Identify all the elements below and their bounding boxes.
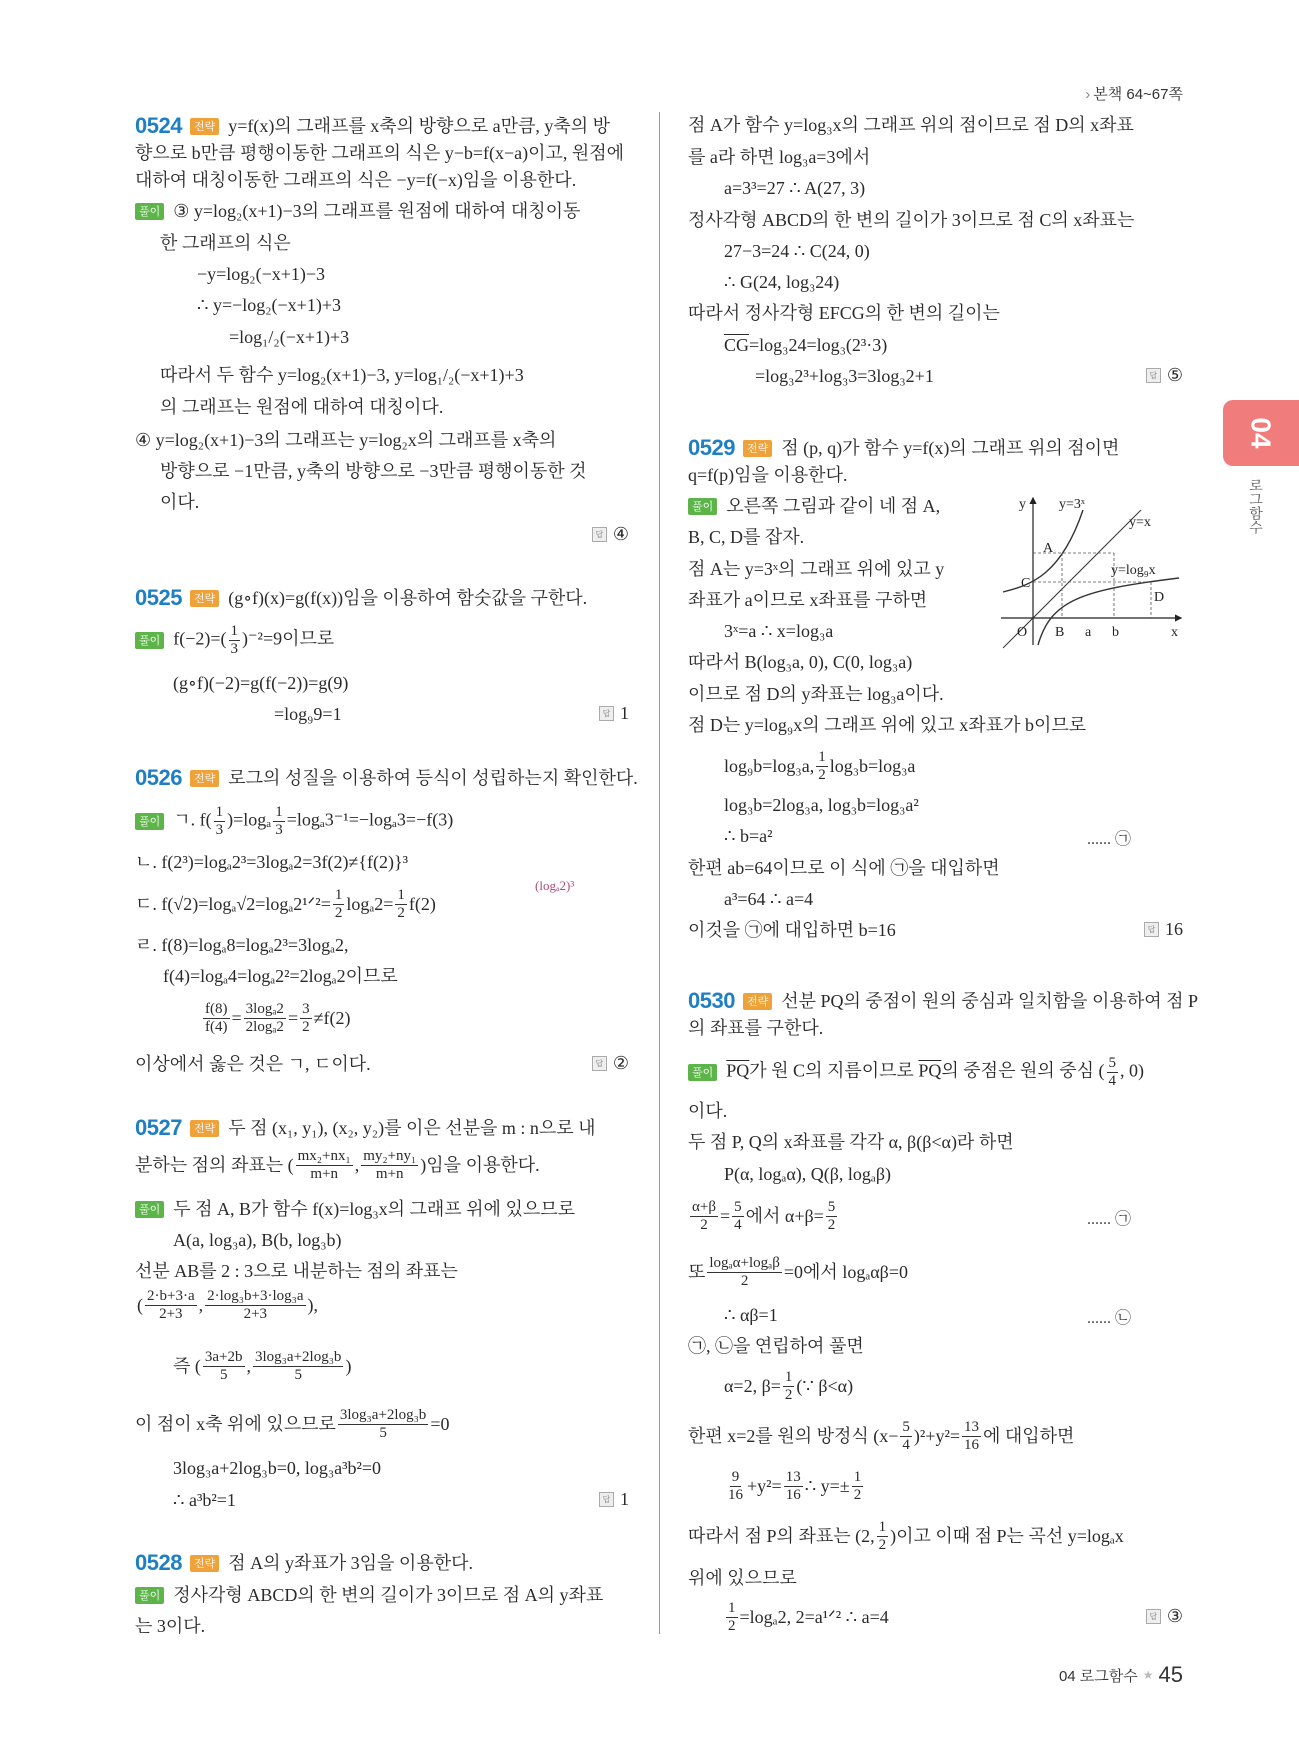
line-content: 선분 PQ의 중점이 원의 중심과 일치함을 이용하여 점 P <box>781 991 1198 1011</box>
fraction <box>205 1288 305 1323</box>
answer <box>592 1053 629 1074</box>
math-text: , 0) <box>1120 1060 1145 1081</box>
math-line <box>724 1599 889 1634</box>
problem-number: 0527 <box>135 1115 182 1140</box>
math-text: f(−2)=( <box>173 628 227 649</box>
answer-value: ② <box>612 1053 629 1073</box>
text-line: 정사각형 ABCD의 한 변의 길이가 3이므로 점 C의 x좌표는 <box>688 210 1135 230</box>
fraction <box>877 1519 889 1554</box>
math-text: , <box>198 1295 204 1315</box>
math-line <box>135 886 436 921</box>
fraction-numerator: 1 <box>878 1518 887 1535</box>
line-content: 두 점 (x₁, y₁), (x₂, y₂)를 이은 선분을 m : n으로 내 <box>228 1118 596 1138</box>
math-text: +y²= <box>747 1476 782 1496</box>
graph-label-b: b <box>1112 625 1119 640</box>
fraction-denominator: 16 <box>728 1486 743 1503</box>
text-line: 의 좌표를 구한다. <box>688 1018 824 1038</box>
math-text: log₃b=log₃a <box>829 756 916 776</box>
fraction-numerator: α+β <box>692 1198 716 1215</box>
chapter-tab-label: 로그함수 <box>1247 478 1263 534</box>
graph-label-y: y <box>1019 497 1026 512</box>
problem-number: 0528 <box>135 1550 182 1575</box>
fraction-numerator: 13 <box>785 1468 801 1485</box>
fraction-denominator: 2+3 <box>243 1305 268 1322</box>
problem-number: 0524 <box>135 113 182 138</box>
line-content: ③ y=log₂(x+1)−3의 그래프를 원점에 대하여 대칭이동 <box>173 201 581 221</box>
text-line: 점 A는 y=3ˣ의 그래프 위에 있고 y <box>688 559 945 579</box>
answer-mark-icon: 답 <box>592 1056 607 1071</box>
fraction <box>214 804 226 839</box>
equation-marker: ...... ㉡ <box>1087 1310 1132 1327</box>
math-text: 에 대입하면 <box>983 1426 1075 1446</box>
answer-value: ④ <box>612 524 629 544</box>
math-line <box>724 1368 854 1403</box>
strategy-badge: 전략 <box>190 770 219 787</box>
text-line: 따라서 두 함수 y=log₂(x+1)−3, y=log₁/₂(−x+1)+3 <box>160 365 524 385</box>
problem-0524-strategy <box>135 112 610 140</box>
problem-0529-strategy <box>688 434 1119 462</box>
solution-badge: 풀이 <box>135 813 164 830</box>
fraction <box>361 1148 418 1183</box>
fraction-denominator: m+n <box>310 1165 338 1182</box>
fraction-denominator: 3 <box>275 821 283 838</box>
equation-marker: ...... ㉠ <box>1087 831 1132 848</box>
text-line: 이것을 ㉠에 대입하면 b=16 <box>688 920 896 940</box>
fraction <box>707 1255 782 1290</box>
graph-label-line: y=x <box>1129 515 1151 530</box>
text-line: 대하여 대칭이동한 그래프의 식은 −y=f(−x)임을 이용한다. <box>135 170 577 190</box>
math-text: ∴ y=± <box>804 1476 850 1496</box>
segment-notation: $\overline{PQ}$ <box>726 1060 750 1081</box>
solution-badge: 풀이 <box>135 1587 164 1604</box>
math-line: A(a, log₃a), B(b, log₃b) <box>173 1230 342 1250</box>
strategy-badge: 전략 <box>190 118 219 135</box>
math-text: = <box>287 1008 299 1028</box>
problem-0525-strategy <box>135 584 587 612</box>
fraction-numerator: 1 <box>853 1468 862 1485</box>
graph-label-x: x <box>1171 625 1178 640</box>
math-text: , <box>246 1356 252 1376</box>
fraction-denominator: m+n <box>375 1165 404 1182</box>
page-footer <box>1059 1662 1183 1688</box>
line-content: 정사각형 ABCD의 한 변의 길이가 3이므로 점 A의 y좌표 <box>173 1585 604 1605</box>
math-text: 에서 α+β= <box>745 1206 824 1226</box>
answer-value: ③ <box>1166 1606 1183 1626</box>
fraction-numerator: 1 <box>230 622 239 639</box>
math-text: )⁻²=9이므로 <box>242 628 335 649</box>
math-line <box>724 748 916 783</box>
math-text: 또 <box>688 1262 706 1282</box>
answer <box>1146 1606 1183 1627</box>
page-number: 45 <box>1158 1662 1183 1687</box>
text-line: 한편 ab=64이므로 이 식에 ㉠을 대입하면 <box>688 858 1000 878</box>
math-text: =logₐ2, 2=a¹ᐟ² ∴ a=4 <box>739 1607 889 1627</box>
math-text: 의 중점은 원의 중심 ( <box>941 1060 1105 1081</box>
math-line: =log₃2³+log₃3=3log₃2+1 <box>755 366 934 386</box>
line-content: 오른쪽 그림과 같이 네 점 A, <box>726 496 941 516</box>
fraction <box>338 1407 428 1442</box>
segment-notation: $\overline{PQ}$ <box>918 1060 942 1081</box>
line-content <box>173 804 453 839</box>
text-line: 를 a라 하면 log₃a=3에서 <box>688 147 871 167</box>
strategy-badge: 전략 <box>190 1120 219 1137</box>
star-icon: ★ <box>1142 1668 1154 1682</box>
text-line: 한 그래프의 식은 <box>160 233 291 253</box>
solution-line <box>135 803 454 838</box>
fraction <box>826 1199 838 1234</box>
math-line: ∴ a³b²=1 <box>173 1490 236 1510</box>
problem-number: 0525 <box>135 585 182 610</box>
line-content <box>173 623 334 658</box>
fraction <box>783 1369 795 1404</box>
math-line <box>201 1000 351 1035</box>
math-line: ∴ αβ=1 <box>724 1305 778 1325</box>
problem-0528-strategy <box>135 1549 473 1577</box>
fraction-denominator: 2 <box>818 766 826 783</box>
fraction <box>244 1001 286 1036</box>
fraction-denominator: 2 <box>827 1216 836 1233</box>
text-line <box>135 1147 540 1182</box>
fraction-numerator: 2·b+3·a <box>147 1287 195 1304</box>
text-line: 따라서 정사각형 EFCG의 한 변의 길이는 <box>688 303 1000 323</box>
math-line <box>688 1418 1075 1453</box>
fraction-numerator: 3 <box>302 1000 310 1017</box>
fraction-denominator: 5 <box>219 1366 228 1383</box>
graph-label-B: B <box>1055 625 1065 640</box>
arrow-icon: › <box>1085 86 1091 103</box>
math-line: a³=64 ∴ a=4 <box>724 889 814 909</box>
fraction <box>900 1419 912 1454</box>
fraction-numerator: 1 <box>818 748 826 765</box>
answer-mark-icon: 답 <box>599 1492 614 1507</box>
math-line: 27−3=24 ∴ C(24, 0) <box>724 241 870 261</box>
fraction <box>145 1288 197 1323</box>
fraction-denominator: 2 <box>302 1018 310 1035</box>
math-line <box>688 1518 1124 1553</box>
answer <box>599 703 629 724</box>
math-text: 분하는 점의 좌표는 ( <box>135 1155 294 1175</box>
chapter-tab[interactable] <box>1223 400 1299 466</box>
fraction-numerator: 13 <box>964 1418 979 1435</box>
fraction <box>852 1469 864 1504</box>
math-text: )=logₐ <box>227 809 272 830</box>
math-line: ∴ b=a² <box>724 826 773 846</box>
graph-figure <box>1001 490 1186 652</box>
text-line: 따라서 B(log₃a, 0), C(0, log₃a) <box>688 652 913 672</box>
segment-notation: $\overline{CG}$ <box>724 335 750 355</box>
fraction-denominator: 3 <box>230 640 239 657</box>
fraction <box>726 1600 738 1635</box>
problem-0527-strategy <box>135 1114 596 1142</box>
text-line: 위에 있으므로 <box>688 1568 797 1588</box>
footer-chapter: 04 로그함수 <box>1058 1667 1138 1685</box>
graph-label-C: C <box>1021 576 1031 591</box>
solution-badge: 풀이 <box>688 498 717 515</box>
fraction-numerator: 9 <box>731 1468 740 1485</box>
strategy-badge: 전략 <box>190 1555 219 1572</box>
math-text: 이 점이 x축 위에 있으므로 <box>135 1414 336 1434</box>
fraction-denominator: 2logₐ2 <box>245 1018 284 1035</box>
answer <box>1144 919 1183 940</box>
fraction-denominator: 5 <box>294 1366 302 1383</box>
text-line: 방향으로 −1만큼, y축의 방향으로 −3만큼 평행이동한 것 <box>160 461 587 481</box>
answer-value: 1 <box>620 1489 629 1509</box>
fraction-denominator: 2 <box>728 1617 736 1634</box>
math-text: ㄱ. f( <box>173 809 212 830</box>
text-line: 의 그래프는 원점에 대하여 대칭이다. <box>160 397 444 417</box>
chapter-number: 04 <box>1246 417 1277 449</box>
fraction-numerator: mx₂+nx₁ <box>297 1147 351 1164</box>
text-line: 점 D는 y=log₉x의 그래프 위에 있고 x좌표가 b이므로 <box>688 715 1087 735</box>
fraction <box>726 1469 745 1504</box>
strategy-badge: 전략 <box>190 590 219 607</box>
fraction-denominator: 3 <box>215 821 224 838</box>
math-line: P(α, logₐα), Q(β, logₐβ) <box>724 1164 892 1184</box>
math-line: ㄴ. f(2³)=logₐ2³=3logₐ2=3f(2)≠{f(2)}³ <box>135 852 408 872</box>
math-text: ≠f(2) <box>313 1008 351 1028</box>
fraction <box>229 623 241 658</box>
math-line: log₃b=2log₃a, log₃b=log₃a² <box>724 795 919 815</box>
solution-line <box>135 1195 575 1223</box>
text-line: 선분 AB를 2 : 3으로 내분하는 점의 좌표는 <box>135 1261 458 1281</box>
text-line: 이다. <box>688 1101 728 1121</box>
fraction-numerator: 3logₐ2 <box>245 1000 284 1017</box>
text-line: ㉠, ㉡을 연립하여 풀면 <box>688 1336 864 1356</box>
math-line <box>688 1254 908 1289</box>
text-line: 향으로 b만큼 평행이동한 그래프의 식은 y−b=f(x−a)이고, 원점에 <box>135 143 625 163</box>
math-line: 3log₃a+2log₃b=0, log₃a³b²=0 <box>173 1458 382 1478</box>
fraction-numerator: 3a+2b <box>204 1348 243 1365</box>
math-line <box>137 1287 319 1322</box>
fraction-numerator: 1 <box>728 1599 736 1616</box>
fraction-denominator: 2+3 <box>159 1305 183 1322</box>
fraction <box>962 1419 981 1454</box>
text-line: 좌표가 a이므로 x좌표를 구하면 <box>688 590 928 610</box>
solution-badge: 풀이 <box>688 1064 717 1081</box>
answer-mark-icon: 답 <box>592 527 607 542</box>
answer-value: 16 <box>1165 919 1183 939</box>
answer-value: ⑤ <box>1166 365 1183 385</box>
text-line: 이상에서 옳은 것은 ㄱ, ㄷ이다. <box>135 1054 371 1074</box>
math-line <box>688 1198 839 1233</box>
fraction <box>273 804 285 839</box>
column-divider <box>659 112 660 1634</box>
reference-text: 본책 64~67쪽 <box>1093 86 1183 103</box>
strategy-badge: 전략 <box>743 993 772 1010</box>
math-text: = <box>231 1008 242 1028</box>
line-content: 로그의 성질을 이용하여 등식이 성립하는지 확인한다. <box>228 768 638 788</box>
fraction-denominator: 16 <box>964 1436 979 1453</box>
fraction-denominator: 5 <box>379 1424 387 1441</box>
fraction-numerator: 3log₃a+2log₃b <box>339 1406 427 1423</box>
math-line <box>724 1468 865 1503</box>
math-text: =0에서 logₐαβ=0 <box>783 1262 908 1282</box>
fraction-numerator: logₐα+logₐβ <box>709 1254 780 1271</box>
graph-label-O: O <box>1017 625 1028 640</box>
line-content: y=f(x)의 그래프를 x축의 방향으로 a만큼, y축의 방 <box>228 116 611 136</box>
math-line: =log₁/₂(−x+1)+3 <box>229 327 350 347</box>
math-text: log₉b=log₃a, <box>724 756 815 776</box>
text-line: ④ y=log₂(x+1)−3의 그래프는 y=log₂x의 그래프를 x축의 <box>135 430 557 450</box>
fraction <box>203 1349 245 1384</box>
fraction-denominator: 4 <box>902 1436 910 1453</box>
math-line: ∴ y=−log₂(−x+1)+3 <box>197 295 341 315</box>
math-text: 즉 ( <box>173 1356 201 1376</box>
fraction-denominator: f(4) <box>205 1018 228 1035</box>
answer-mark-icon: 답 <box>1146 368 1161 383</box>
solution-line <box>135 1581 603 1609</box>
math-line: f(4)=logₐ4=logₐ2²=2logₐ2이므로 <box>163 966 398 986</box>
graph-label-log: y=log₉x <box>1111 563 1156 578</box>
math-text: 한편 x=2를 원의 방정식 (x− <box>688 1426 899 1446</box>
fraction <box>203 1001 230 1036</box>
math-text: (∵ β<α) <box>796 1376 854 1396</box>
answer-mark-icon: 답 <box>1144 922 1159 937</box>
fraction <box>300 1001 312 1036</box>
fraction <box>253 1349 343 1384</box>
solution-badge: 풀이 <box>135 1201 164 1218</box>
solution-line <box>135 197 580 225</box>
line-content: (g∘f)(x)=g(f(x))임을 이용하여 함숫값을 구한다. <box>228 588 588 608</box>
fraction-denominator: 2 <box>700 1216 708 1233</box>
solution-line <box>688 492 940 520</box>
fraction-numerator: 5 <box>1108 1054 1117 1071</box>
math-line: ∴ G(24, log₃24) <box>724 272 840 292</box>
fraction-numerator: 3log₃a+2log₃b <box>255 1348 342 1365</box>
problem-number: 0529 <box>688 435 735 460</box>
text-line: 이므로 점 D의 y좌표는 log₃a이다. <box>688 684 944 704</box>
math-text: ), <box>307 1295 319 1315</box>
math-text: ㄷ. f(√2)=logₐ√2=logₐ2¹ᐟ²= <box>135 894 331 914</box>
fraction-numerator: 2·log₃b+3·log₃a <box>207 1287 304 1304</box>
text-line: 두 점 P, Q의 x좌표를 각각 α, β(β<α)라 하면 <box>688 1132 1014 1152</box>
line-content: 점 (p, q)가 함수 y=f(x)의 그래프 위의 점이면 <box>781 438 1120 458</box>
math-line <box>724 331 887 359</box>
answer <box>592 524 629 545</box>
math-text: ( <box>137 1295 143 1315</box>
math-text: ) <box>345 1356 352 1376</box>
answer <box>1146 365 1183 386</box>
math-text: , <box>354 1155 360 1175</box>
solution-badge: 풀이 <box>135 203 164 220</box>
math-text: logₐ2= <box>346 894 394 914</box>
problem-number: 0526 <box>135 765 182 790</box>
math-text: )²+y²= <box>913 1426 960 1446</box>
math-text: =0 <box>430 1414 450 1434</box>
text-line: B, C, D를 잡자. <box>688 527 805 547</box>
solution-badge: 풀이 <box>135 632 164 649</box>
math-text: 따라서 점 P의 좌표는 (2, <box>688 1526 875 1546</box>
math-text: =log₃24=log₃(2³·3) <box>749 335 888 355</box>
fraction-numerator: 1 <box>397 886 405 903</box>
fraction-denominator: 2 <box>740 1272 749 1289</box>
fraction-denominator: 2 <box>784 1386 793 1403</box>
annotation: (logₐ2)³ <box>535 878 575 893</box>
fraction-numerator: 1 <box>334 886 343 903</box>
fraction-numerator: 1 <box>215 803 224 820</box>
fraction-denominator: 4 <box>734 1216 742 1233</box>
answer-value: 1 <box>620 703 629 723</box>
answer-mark-icon: 답 <box>599 706 614 721</box>
fraction <box>732 1199 744 1234</box>
line-content <box>726 1055 1144 1090</box>
fraction-denominator: 2 <box>334 904 343 921</box>
fraction <box>784 1469 803 1504</box>
graph-label-A: A <box>1043 541 1054 556</box>
math-text: 가 원 C의 지름이므로 <box>749 1060 919 1081</box>
fraction <box>690 1199 718 1234</box>
line-content: 두 점 A, B가 함수 f(x)=log₃x의 그래프 위에 있으므로 <box>173 1199 575 1219</box>
graph-label-a: a <box>1085 625 1092 640</box>
solution-line <box>135 622 335 657</box>
fraction-numerator: 5 <box>902 1418 910 1435</box>
fraction-numerator: 1 <box>275 803 283 820</box>
line-content: 점 A의 y좌표가 3임을 이용한다. <box>228 1553 473 1573</box>
fraction-numerator: my₂+ny₁ <box>363 1147 417 1164</box>
math-text: )이고 이때 점 P는 곡선 y=logₐx <box>890 1526 1124 1546</box>
fraction <box>333 887 345 922</box>
fraction <box>816 749 828 784</box>
fraction-denominator: 16 <box>785 1486 801 1503</box>
math-line: −y=log₂(−x+1)−3 <box>197 264 326 284</box>
fraction <box>395 887 407 922</box>
problem-number: 0530 <box>688 988 735 1013</box>
solution-line <box>688 1054 1145 1089</box>
math-line: =log₉9=1 <box>274 704 342 724</box>
math-line: (g∘f)(−2)=g(f(−2))=g(9) <box>173 673 349 693</box>
fraction-numerator: 5 <box>827 1198 836 1215</box>
fraction-denominator: 2 <box>397 904 405 921</box>
math-text: =logₐ3⁻¹=−logₐ3=−f(3) <box>286 809 454 830</box>
problem-0530-strategy <box>688 987 1198 1015</box>
graph-label-exp: y=3ˣ <box>1059 497 1085 512</box>
problem-0526-strategy <box>135 764 638 792</box>
strategy-badge: 전략 <box>743 440 772 457</box>
math-text: )임을 이용한다. <box>420 1155 540 1175</box>
fraction-numerator: 1 <box>784 1368 793 1385</box>
math-line: 3ˣ=a ∴ x=log₃a <box>724 621 834 641</box>
fraction-numerator: 5 <box>734 1198 742 1215</box>
fraction-denominator: 2 <box>853 1486 862 1503</box>
math-line <box>173 1348 352 1383</box>
textbook-reference <box>1085 83 1183 104</box>
math-text: α=2, β= <box>724 1376 781 1396</box>
fraction-denominator: 2 <box>878 1536 887 1553</box>
math-line: ㄹ. f(8)=logₐ8=logₐ2³=3logₐ2, <box>135 935 349 955</box>
fraction-numerator: f(8) <box>205 1000 228 1017</box>
equation-marker: ...... ㉠ <box>1087 1211 1132 1228</box>
text-line: 점 A가 함수 y=log₃x의 그래프 위의 점이므로 점 D의 x좌표 <box>688 115 1134 135</box>
fraction-denominator: 4 <box>1108 1072 1117 1089</box>
math-line: a=3³=27 ∴ A(27, 3) <box>724 178 866 198</box>
math-text: = <box>719 1206 731 1226</box>
text-line: 이다. <box>160 492 200 512</box>
fraction <box>1107 1055 1119 1090</box>
graph-label-D: D <box>1154 590 1165 605</box>
text-line: 는 3이다. <box>135 1616 206 1636</box>
text-line: q=f(p)임을 이용한다. <box>688 465 848 485</box>
math-line <box>135 1406 450 1441</box>
fraction <box>296 1148 353 1183</box>
answer <box>599 1489 629 1510</box>
answer-mark-icon: 답 <box>1146 1609 1161 1624</box>
math-text: f(2) <box>408 894 436 914</box>
